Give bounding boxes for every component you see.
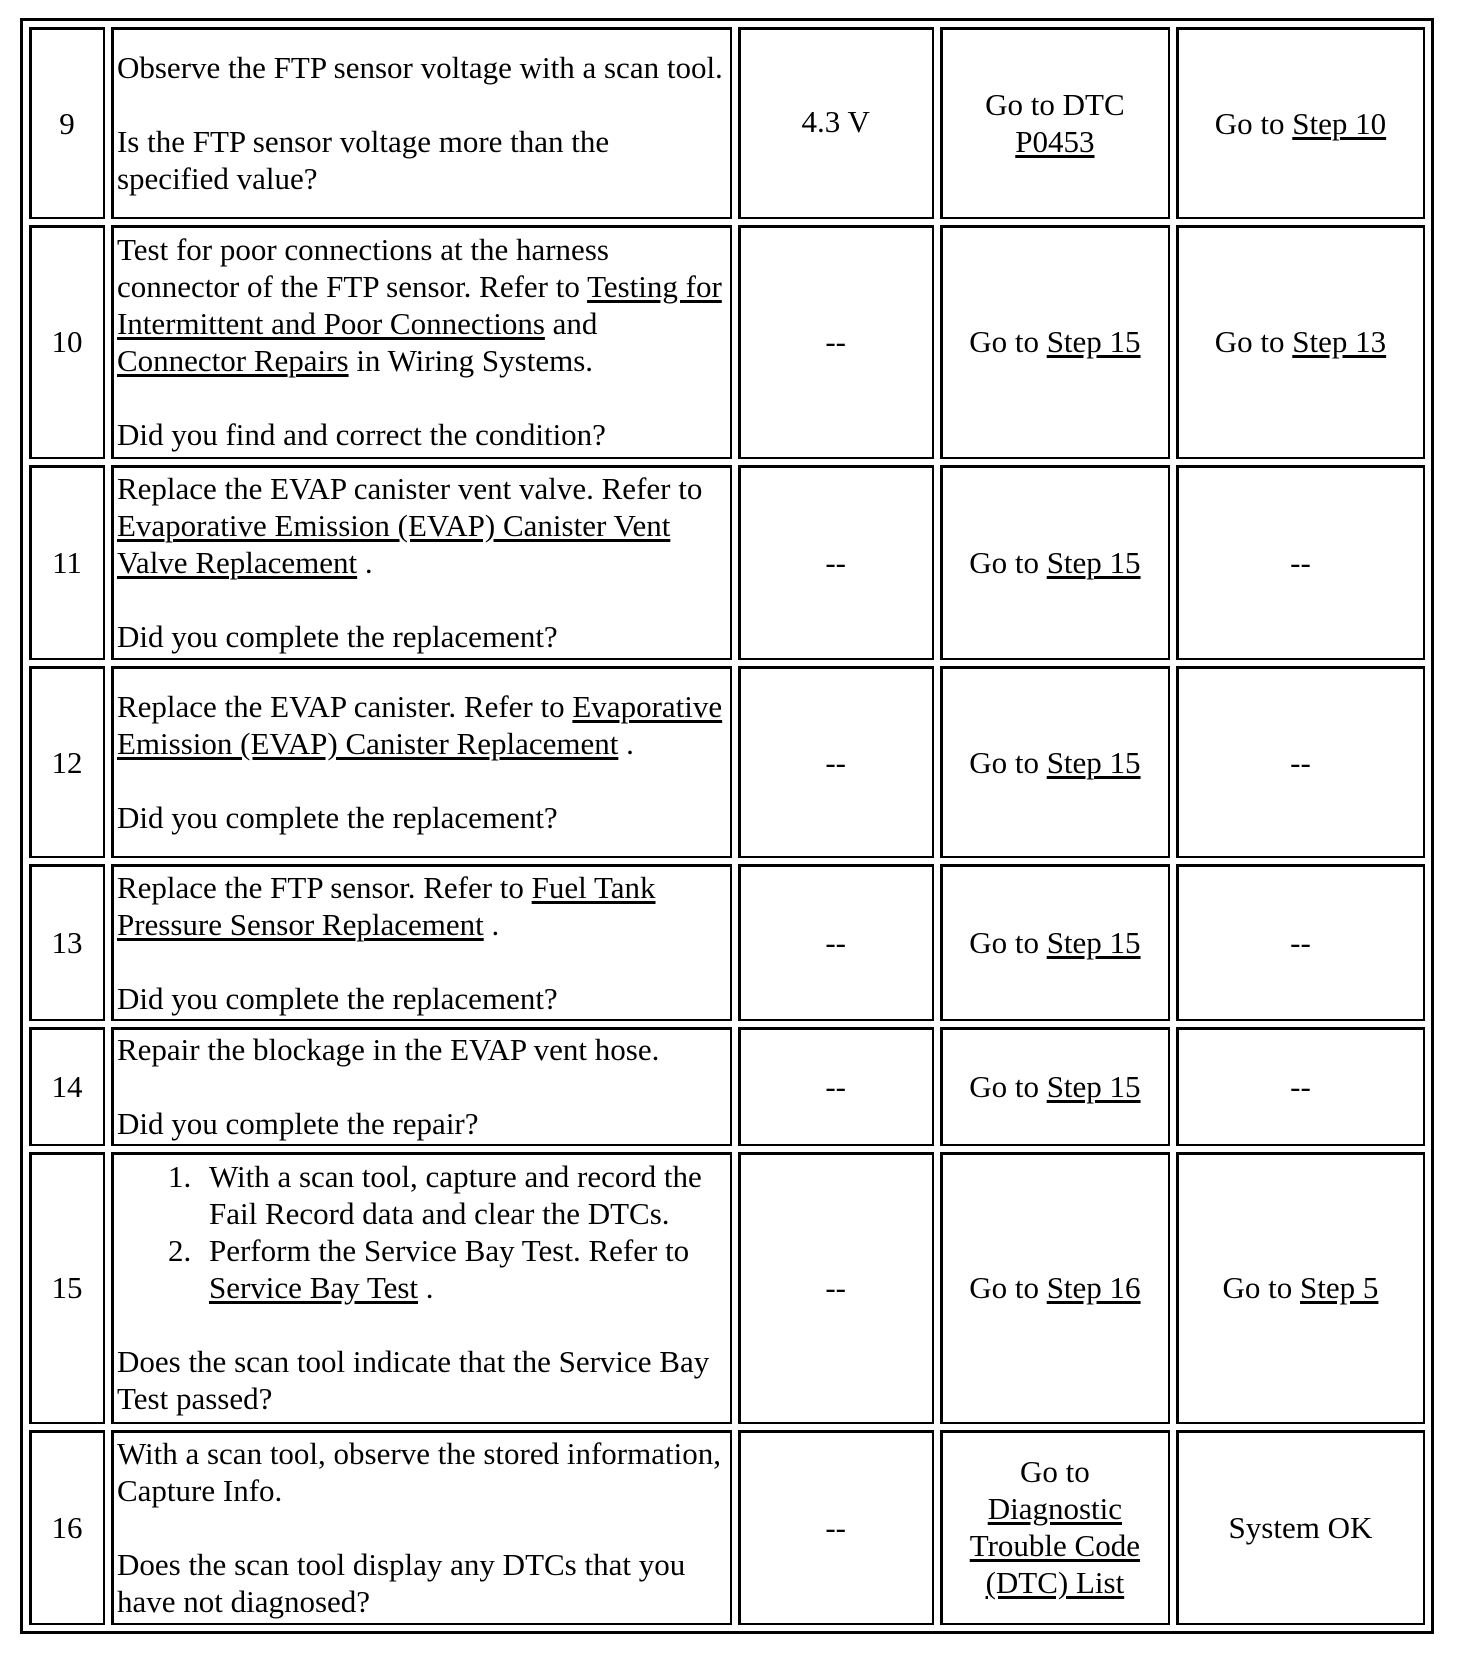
action-text: Replace the FTP sensor. Refer to Fuel Tank Pressure Sensor Replacement .	[116, 869, 656, 942]
no-cell: --	[1176, 666, 1425, 858]
link-evap-canister-replacement[interactable]: Evaporative Emission (EVAP) Canister Replacement	[116, 689, 723, 762]
value-cell: 4.3 V	[738, 27, 934, 219]
step-number: 11	[29, 465, 105, 660]
link-dtc-list[interactable]: Diagnostic Trouble Code (DTC) List	[969, 1491, 1140, 1601]
link-testing-intermittent-poor-connections[interactable]: Testing for Intermittent and Poor Connections	[116, 268, 722, 341]
yes-cell: Go to Step 15	[940, 864, 1170, 1021]
value-cell: --	[738, 1152, 934, 1424]
table-row	[29, 666, 1425, 858]
table-row	[29, 864, 1425, 1021]
yes-cell: Go to Step 16	[940, 1152, 1170, 1424]
question-text: Did you complete the replacement?	[116, 618, 558, 654]
table-row	[29, 1027, 1425, 1146]
no-cell	[1176, 27, 1425, 219]
no-prefix: Go to	[1214, 105, 1293, 141]
no-cell: Go to Step 5	[1176, 1152, 1425, 1424]
yes-cell: Go to Step 15	[940, 666, 1170, 858]
action-text: Replace the EVAP canister vent valve. Refer to Evaporative Emission (EVAP) Canister Vent Valve Replacement .	[116, 470, 703, 580]
action-text: Replace the EVAP canister. Refer to Evaporative Emission (EVAP) Canister Replacement .	[116, 689, 723, 762]
link-step-13[interactable]: Step 13	[1292, 324, 1387, 360]
link-step-15[interactable]: Step 15	[1046, 324, 1141, 360]
value-cell: --	[738, 864, 934, 1021]
action-cell	[111, 864, 732, 1021]
yes-cell: Go to Step 15	[940, 465, 1170, 660]
action-cell	[111, 666, 732, 858]
value-cell: --	[738, 225, 934, 459]
step-number: 16	[29, 1430, 105, 1625]
table-row	[29, 27, 1425, 219]
diagnostic-steps-table	[23, 21, 1431, 1631]
yes-cell	[940, 1430, 1170, 1625]
action-text: Repair the blockage in the EVAP vent hose.	[116, 1032, 660, 1068]
value-cell: --	[738, 1430, 934, 1625]
link-step-16[interactable]: Step 16	[1046, 1270, 1141, 1306]
action-text: Observe the FTP sensor voltage with a scan tool.	[116, 50, 723, 86]
question-text: Did you find and correct the condition?	[116, 416, 606, 452]
yes-cell: Go to Step 15	[940, 1027, 1170, 1146]
action-cell	[111, 1430, 732, 1625]
action-text: With a scan tool, observe the stored information, Capture Info.	[116, 1435, 721, 1508]
diagnostic-table-frame	[20, 18, 1434, 1634]
link-dtc-p0453[interactable]: P0453	[1015, 124, 1095, 160]
step-number: 12	[29, 666, 105, 858]
no-cell: --	[1176, 465, 1425, 660]
table-row	[29, 1430, 1425, 1625]
yes-cell: Go to Step 15	[940, 225, 1170, 459]
action-cell	[111, 1152, 732, 1424]
question-text: Is the FTP sensor voltage more than the specified value?	[116, 124, 610, 197]
question-text: Does the scan tool display any DTCs that you have not diagnosed?	[116, 1546, 686, 1619]
step-number: 10	[29, 225, 105, 459]
action-cell	[111, 465, 732, 660]
action-cell	[111, 225, 732, 459]
step-number: 15	[29, 1152, 105, 1424]
step-number: 14	[29, 1027, 105, 1146]
table-row	[29, 465, 1425, 660]
question-text: Did you complete the replacement?	[116, 800, 558, 836]
link-fuel-tank-pressure-sensor-replacement[interactable]: Fuel Tank Pressure Sensor Replacement	[116, 869, 656, 942]
table-row	[29, 1152, 1425, 1424]
link-step-15[interactable]: Step 15	[1046, 1069, 1141, 1105]
link-connector-repairs[interactable]: Connector Repairs	[116, 342, 349, 378]
link-step-10[interactable]: Step 10	[1292, 105, 1387, 141]
no-cell: --	[1176, 1027, 1425, 1146]
question-text: Did you complete the replacement?	[116, 980, 558, 1016]
link-step-5[interactable]: Step 5	[1300, 1270, 1379, 1306]
step-number: 13	[29, 864, 105, 1021]
link-step-15[interactable]: Step 15	[1046, 544, 1141, 580]
yes-prefix: Go to	[1020, 1454, 1090, 1490]
value-cell: --	[738, 666, 934, 858]
procedure-list	[117, 1158, 726, 1306]
action-cell	[111, 1027, 732, 1146]
no-cell: System OK	[1176, 1430, 1425, 1625]
list-item: 2. Perform the Service Bay Test. Refer to Service Bay Test .	[199, 1232, 726, 1306]
link-service-bay-test[interactable]: Service Bay Test	[208, 1270, 419, 1306]
link-evap-canister-vent-valve-replacement[interactable]: Evaporative Emission (EVAP) Canister Vent Valve Replacement	[116, 507, 671, 580]
table-row	[29, 225, 1425, 459]
step-number: 9	[29, 27, 105, 219]
link-step-15[interactable]: Step 15	[1046, 925, 1141, 961]
action-text: Test for poor connections at the harness connector of the FTP sensor. Refer to Testing for Intermittent and Poor Connections and Connector Repairs in Wiring Systems.	[116, 231, 722, 378]
yes-prefix: Go to DTC	[985, 87, 1125, 123]
value-cell: --	[738, 1027, 934, 1146]
no-cell: Go to Step 13	[1176, 225, 1425, 459]
question-text: Does the scan tool indicate that the Service Bay Test passed?	[116, 1344, 710, 1417]
question-text: Did you complete the repair?	[116, 1106, 479, 1142]
action-cell	[111, 27, 732, 219]
no-cell: --	[1176, 864, 1425, 1021]
link-step-15[interactable]: Step 15	[1046, 744, 1141, 780]
list-item: 1. With a scan tool, capture and record the Fail Record data and clear the DTCs.	[199, 1158, 726, 1232]
yes-cell	[940, 27, 1170, 219]
value-cell: --	[738, 465, 934, 660]
